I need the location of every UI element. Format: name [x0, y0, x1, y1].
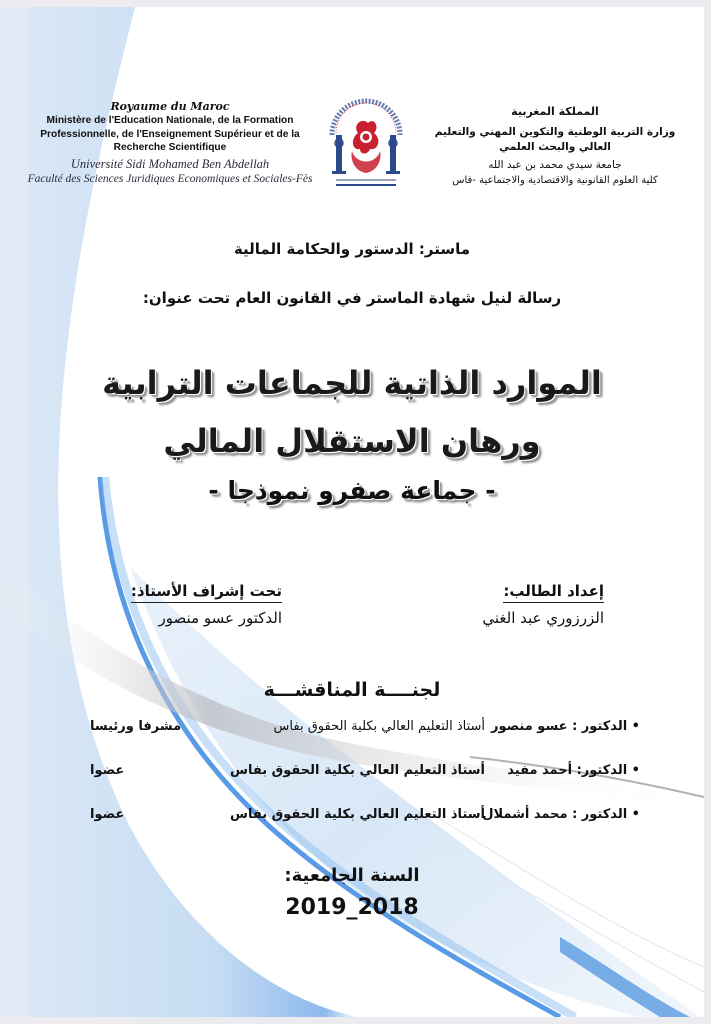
supervisor-name: الدكتور عسو منصور — [158, 609, 282, 627]
academic-year-label: السنة الجامعية: — [284, 865, 420, 886]
member-name: • الدكتور: أحمد مفيد — [507, 763, 640, 778]
committee-member — [80, 807, 640, 829]
academic-year-value: 2019_2018 — [285, 895, 419, 920]
thesis-subtitle: - جماعة صفرو نموذجا - — [208, 476, 496, 505]
member-role: عضوا — [90, 763, 125, 778]
university-logo-icon — [322, 95, 410, 191]
header-arabic — [425, 103, 685, 188]
ministry-name-ar: وزارة التربية الوطنية والتكوين المهني والتعليم العالي والبحث العلمي — [434, 126, 676, 153]
master-program: ماستر: الدستور والحكامة المالية — [233, 240, 471, 258]
committee-member — [80, 763, 640, 785]
committee-title: لجنــــة المناقشـــة — [263, 679, 441, 701]
kingdom-name-fr: Royaume du Maroc — [110, 100, 230, 113]
thesis-intro: رسالة لنيل شهادة الماستر في القانون العام تحت عنوان: — [142, 289, 562, 307]
member-affiliation: أستاذ التعليم العالي بكلية الحقوق بفاس — [230, 807, 485, 822]
university-name-ar: جامعة سيدي محمد بن عبد الله — [488, 159, 622, 171]
header-french — [27, 100, 313, 187]
member-affiliation: أستاذ التعليم العالي بكلية الحقوق بفاس — [230, 763, 485, 778]
university-name-fr: Université Sidi Mohamed Ben Abdellah — [70, 156, 270, 171]
ministry-name-fr: Ministère de l'Education Nationale, de la Formation Professionnelle, de l'Enseignement Supérieur et de la Recherche Scientifique — [40, 115, 300, 153]
thesis-title-line-2: ورهان الاستقلال المالي — [163, 422, 541, 460]
member-name: • الدكتور : عسو منصور — [490, 719, 640, 734]
faculty-name-ar: كلية العلوم القانونية والاقتصادية والاجتماعية -فاس — [452, 175, 658, 186]
faculty-name-fr: Faculté des Sciences Juridiques Economiques et Sociales-Fès — [27, 172, 313, 185]
student-block — [482, 581, 604, 627]
student-label: إعداد الطالب: — [503, 582, 604, 603]
kingdom-name-ar: المملكة المغربية — [511, 105, 599, 118]
committee-member — [80, 719, 640, 741]
member-role: عضوا — [90, 807, 125, 822]
cover-page — [0, 7, 704, 1017]
thesis-title-line-1: الموارد الذاتية للجماعات الترابية — [102, 364, 602, 402]
member-affiliation: أستاذ التعليم العالي بكلية الحقوق بفاس — [273, 719, 485, 734]
member-name: • الدكتور : محمد أشملال — [482, 807, 640, 822]
supervisor-label: تحت إشراف الأستاذ: — [131, 582, 282, 603]
member-role: مشرفا ورئيسا — [90, 719, 182, 734]
student-name: الزرزوري عبد الغني — [482, 609, 604, 627]
supervisor-block — [131, 581, 282, 627]
